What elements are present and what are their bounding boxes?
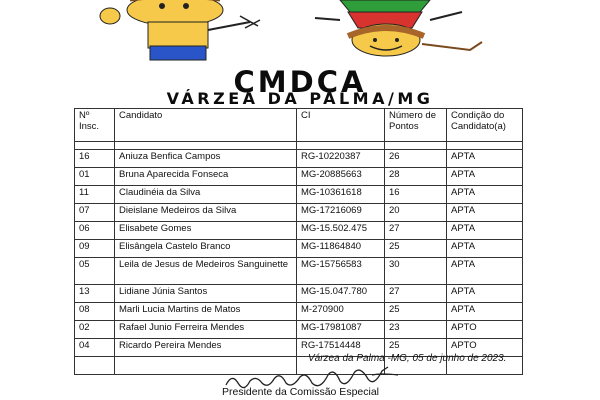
table-row <box>75 303 523 321</box>
cell-insc: 09 <box>75 240 115 258</box>
cell-ci: M-270900 <box>297 303 385 321</box>
col-header-status: Condição do Candidato(a) <box>447 109 523 142</box>
cell-points: 25 <box>385 339 447 357</box>
table-row <box>75 240 523 258</box>
cell-ci: MG-17981087 <box>297 321 385 339</box>
cell-points: 23 <box>385 321 447 339</box>
cell-status: APTA <box>447 204 523 222</box>
table-row <box>75 285 523 303</box>
cell-name: Claudinéia da Silva <box>115 186 297 204</box>
cell-insc: 08 <box>75 303 115 321</box>
cell-status: APTA <box>447 240 523 258</box>
cell-name: Elisângela Castelo Branco <box>115 240 297 258</box>
cell-ci: MG-15756583 <box>297 258 385 285</box>
cell-ci: MG-15.047.780 <box>297 285 385 303</box>
cell-name: Dieislane Medeiros da Silva <box>115 204 297 222</box>
left-child-figure <box>100 0 260 60</box>
cell-status: APTO <box>447 321 523 339</box>
cell-name: Leila de Jesus de Medeiros Sanguinette <box>115 258 297 285</box>
cell-name: Aniuza Benfica Campos <box>115 150 297 168</box>
table-row <box>75 321 523 339</box>
cell-status: APTA <box>447 285 523 303</box>
cell-points: 30 <box>385 258 447 285</box>
date-line: Várzea da Palma -MG, 05 de junho de 2023. <box>308 353 507 364</box>
cell-name: Marli Lucia Martins de Matos <box>115 303 297 321</box>
spacer-row <box>75 142 523 150</box>
table-header-row <box>75 109 523 142</box>
cell-points: 20 <box>385 204 447 222</box>
cell-status: APTA <box>447 186 523 204</box>
cell-insc: 05 <box>75 258 115 285</box>
table-row <box>75 222 523 240</box>
signature-role: Presidente da Comissão Especial <box>222 386 379 398</box>
cell-insc: 16 <box>75 150 115 168</box>
table-row <box>75 258 523 285</box>
cell-points: 28 <box>385 168 447 186</box>
cell-insc: 04 <box>75 339 115 357</box>
cell-status: APTO <box>447 339 523 357</box>
cell-points: 25 <box>385 303 447 321</box>
cell-insc: 06 <box>75 222 115 240</box>
cell-insc: 11 <box>75 186 115 204</box>
cell-points: 27 <box>385 285 447 303</box>
cell-points: 25 <box>385 240 447 258</box>
table-row <box>75 204 523 222</box>
cell-name: Bruna Aparecida Fonseca <box>115 168 297 186</box>
cell-status: APTA <box>447 168 523 186</box>
cell-ci: RG-10220387 <box>297 150 385 168</box>
cell-insc: 01 <box>75 168 115 186</box>
cell-name: Lidiane Júnia Santos <box>115 285 297 303</box>
col-header-candidate: Candidato <box>115 109 297 142</box>
table-row <box>75 150 523 168</box>
table-row <box>75 186 523 204</box>
cell-name: Rafael Junio Ferreira Mendes <box>115 321 297 339</box>
cell-ci: RG-17514448 <box>297 339 385 357</box>
right-child-figure <box>315 0 482 56</box>
cell-ci: MG-15.502.475 <box>297 222 385 240</box>
cell-status: APTA <box>447 150 523 168</box>
cell-ci: MG-17216069 <box>297 204 385 222</box>
cell-status: APTA <box>447 303 523 321</box>
cell-ci: MG-11864840 <box>297 240 385 258</box>
cell-name: Elisabete Gomes <box>115 222 297 240</box>
org-title: CMDCA <box>233 65 367 99</box>
cell-insc: 13 <box>75 285 115 303</box>
org-subtitle: VÁRZEA DA PALMA/MG <box>166 89 434 108</box>
col-header-insc: Nº Insc. <box>75 109 115 142</box>
cell-insc: 07 <box>75 204 115 222</box>
cell-points: 16 <box>385 186 447 204</box>
col-header-points: Número de Pontos <box>385 109 447 142</box>
children-illustration <box>90 0 500 62</box>
col-header-ci: CI <box>297 109 385 142</box>
cell-points: 26 <box>385 150 447 168</box>
cell-status: APTA <box>447 222 523 240</box>
candidates-table <box>74 108 523 375</box>
table-row <box>75 168 523 186</box>
cell-status: APTA <box>447 258 523 285</box>
cell-ci: MG-20885663 <box>297 168 385 186</box>
cell-insc: 02 <box>75 321 115 339</box>
cell-points: 27 <box>385 222 447 240</box>
cell-name: Ricardo Pereira Mendes <box>115 339 297 357</box>
cell-ci: MG-10361618 <box>297 186 385 204</box>
